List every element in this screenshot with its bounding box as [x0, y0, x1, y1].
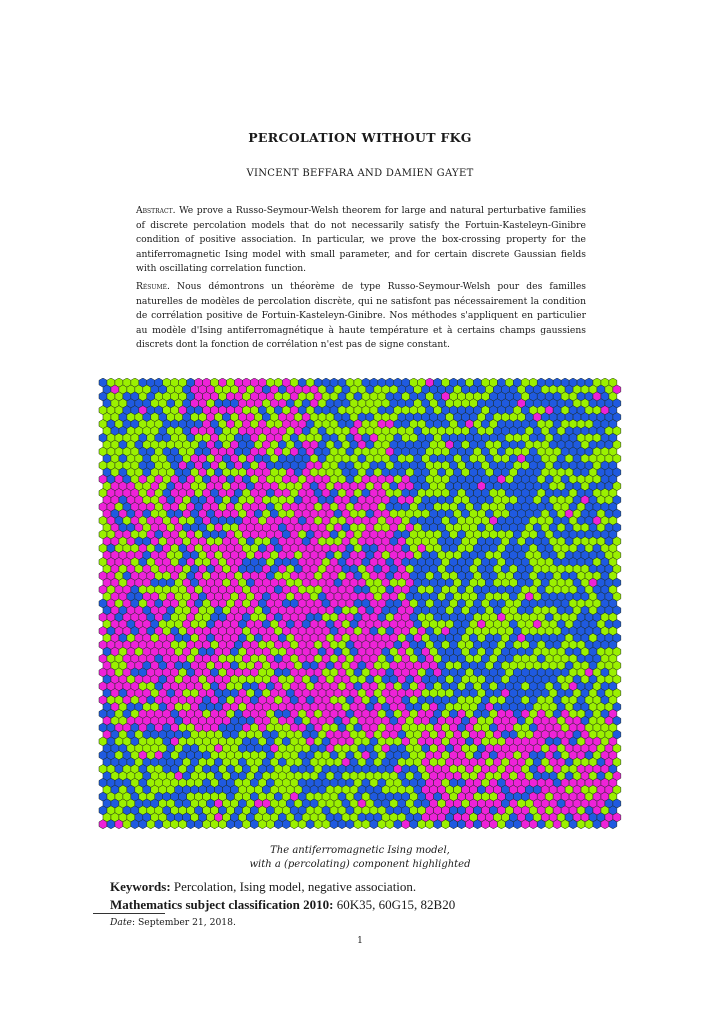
- hexagon-cell: [545, 820, 553, 829]
- hexagon-cell: [497, 820, 505, 829]
- hexagon-cell: [131, 820, 139, 829]
- hexagon-cell: [99, 820, 107, 829]
- hexagon-cell: [609, 820, 617, 829]
- hexagon-cell: [346, 820, 354, 829]
- msc-label: Mathematics subject classification 2010:: [110, 897, 334, 912]
- keywords-text: Percolation, Ising model, negative association.: [173, 879, 417, 894]
- hexagon-cell: [179, 820, 187, 829]
- page-number: 1: [357, 936, 363, 946]
- hexagon-cell: [529, 820, 537, 829]
- figure-caption-line-2: with a (percolating) component highlighted: [249, 859, 471, 870]
- hexagon-cell: [250, 820, 258, 829]
- hexagon-cell: [434, 820, 442, 829]
- hexagon-cell: [266, 820, 274, 829]
- hexagon-cell: [450, 820, 458, 829]
- hexagon-cell: [242, 820, 250, 829]
- hexagon-cell: [314, 820, 322, 829]
- hexagon-cell: [505, 820, 513, 829]
- hexagon-cell: [211, 820, 219, 829]
- paper-title: PERCOLATION WITHOUT FKG: [248, 130, 472, 145]
- hexagon-cell: [561, 820, 569, 829]
- hexagon-cell: [402, 820, 410, 829]
- abstract-english: [136, 204, 586, 277]
- hexagon-cell: [298, 820, 306, 829]
- resume-label: Résumé.: [136, 281, 170, 292]
- footnote-rule: [93, 913, 165, 914]
- keywords-label: Keywords:: [110, 879, 171, 894]
- hexagon-cell: [370, 820, 378, 829]
- hexagon-cell: [107, 820, 115, 829]
- figure-caption-line-1: The antiferromagnetic Ising model,: [270, 845, 450, 856]
- hexagon-cell: [426, 820, 434, 829]
- hexagon-cell: [155, 820, 163, 829]
- hexagon-cell: [481, 820, 489, 829]
- hexagon-cell: [139, 820, 147, 829]
- hexagon-cell: [258, 820, 266, 829]
- hexagon-cell: [466, 820, 474, 829]
- hexagon-cell: [330, 820, 338, 829]
- hexagon-cell: [537, 820, 545, 829]
- ising-hexagon-figure: [97, 378, 624, 835]
- hexagon-cell: [410, 820, 418, 829]
- hexagon-cell: [187, 820, 195, 829]
- hexagon-cell: [585, 820, 593, 829]
- abstract-label: Abstract.: [136, 205, 176, 216]
- hexagon-cell: [203, 820, 211, 829]
- abstract-french: [136, 280, 586, 353]
- hexagon-cell: [458, 820, 466, 829]
- hexagon-cell: [147, 820, 155, 829]
- hexagon-cell: [489, 820, 497, 829]
- hexagon-cell: [219, 820, 227, 829]
- date-text: : September 21, 2018.: [131, 917, 236, 928]
- hexagon-cell: [290, 820, 298, 829]
- hexagon-cell: [386, 820, 394, 829]
- hexagon-cell: [226, 820, 234, 829]
- hexagon-cell: [601, 820, 609, 829]
- hexagon-cell: [274, 820, 282, 829]
- paper-authors: VINCENT BEFFARA AND DAMIEN GAYET: [246, 168, 474, 179]
- resume-text: Nous démontrons un théorème de type Russo-Seymour-Welsh pour des familles naturelles de modèles de percolation discrète, qui ne satisfont pas nécessairement la condition de corrélation positive de Fortuin-Kasteleyn-Ginibre. Nos méthodes s'appliquent en particulier au modèle d'Ising antiferromagnétique à haute température et à certains champs gaussiens discrets dont la fonction de corrélation n'est pas de signe constant.: [136, 281, 586, 350]
- hexagon-cell: [418, 820, 426, 829]
- hexagon-cell: [577, 820, 585, 829]
- hexagon-cell: [473, 820, 481, 829]
- msc-line: [110, 897, 455, 913]
- date-label: Date: [110, 917, 132, 928]
- hexagon-cell: [322, 820, 330, 829]
- hexagon-cell: [115, 820, 123, 829]
- hexagon-cell: [354, 820, 362, 829]
- keywords-line: [110, 879, 416, 895]
- hexagon-cell: [362, 820, 370, 829]
- hexagon-cell: [234, 820, 242, 829]
- hexagon-cell: [593, 820, 601, 829]
- hexagon-cell: [338, 820, 346, 829]
- hexagon-cell: [171, 820, 179, 829]
- hexagon-cell: [394, 820, 402, 829]
- hexagon-cell: [569, 820, 577, 829]
- hexagon-cell: [282, 820, 290, 829]
- hexagon-cell: [195, 820, 203, 829]
- hexagon-cell: [378, 820, 386, 829]
- hexagon-cell: [306, 820, 314, 829]
- date-footnote: [110, 917, 236, 928]
- hexagon-cell: [513, 820, 521, 829]
- hexagon-cell: [442, 820, 450, 829]
- hexagon-cell: [553, 820, 561, 829]
- abstract-text: We prove a Russo-Seymour-Welsh theorem for large and natural perturbative families of discrete percolation models that do not necessarily satisfy the Fortuin-Kasteleyn-Ginibre condition of positive association. In particular, we prove the box-crossing property for the antiferromagnetic Ising model with small parameter, and for certain discrete Gaussian fields with oscillating correlation function.: [136, 205, 587, 274]
- msc-text: 60K35, 60G15, 82B20: [336, 897, 456, 912]
- hexagon-cell: [123, 820, 131, 829]
- hexagon-cell: [521, 820, 529, 829]
- hexagon-cells: [99, 378, 621, 829]
- hexagon-cell: [163, 820, 171, 829]
